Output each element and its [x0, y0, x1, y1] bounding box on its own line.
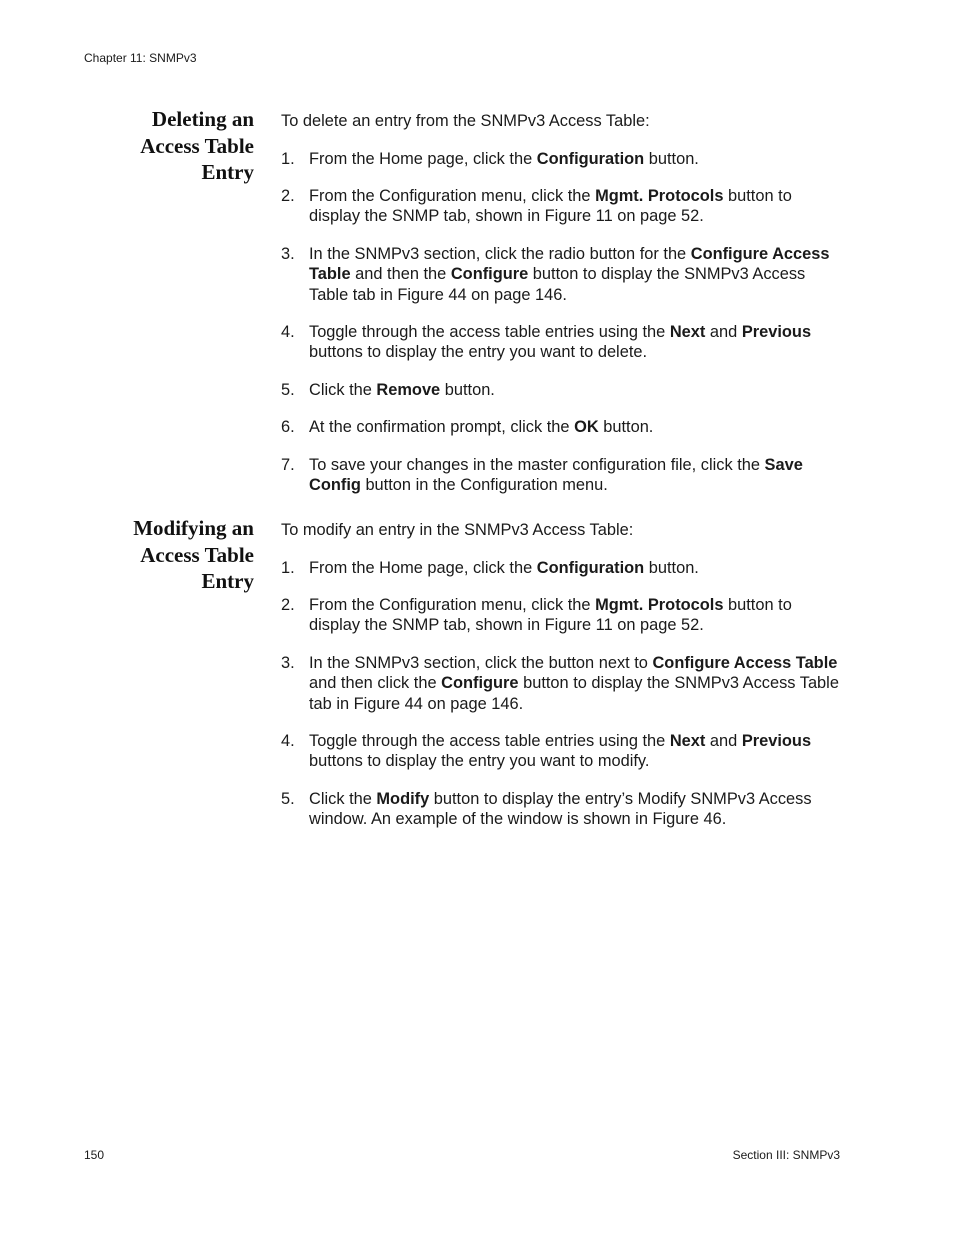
step-text: To save your changes in the master configuration file, click the [309, 455, 765, 474]
step-emphasis: Save Config [309, 455, 803, 494]
step-emphasis: Previous [741, 731, 812, 750]
step-text: and [705, 731, 742, 750]
section-content [281, 520, 841, 830]
step-list [281, 149, 841, 496]
section-heading-line: Deleting an [151, 107, 254, 131]
section-heading-line: Modifying an [133, 516, 254, 540]
section-heading-line: Access Table [140, 133, 254, 158]
step-text: and then the [350, 265, 451, 284]
step-number: 7. [281, 455, 295, 474]
page-number: 150 [84, 1148, 105, 1162]
section-intro: To delete an entry from the SNMPv3 Access Table: [281, 112, 650, 130]
step-emphasis: Previous [741, 322, 812, 341]
step-number: 5. [281, 380, 295, 399]
section-intro: To modify an entry in the SNMPv3 Access Table: [281, 521, 634, 539]
list-item [281, 653, 841, 714]
step-text: button to display the SNMPv3 Access Table tab in Figure 44 on page 146. [309, 265, 806, 304]
step-number: 4. [281, 322, 295, 341]
step-emphasis: Configure Access Table [652, 653, 838, 672]
step-text: Toggle through the access table entries using the [309, 731, 670, 750]
section-heading [84, 106, 254, 186]
step-text: button. [644, 558, 699, 577]
list-item [281, 244, 841, 305]
step-text: button to display the entry’s Modify SNMPv3 Access window. An example of the window is shown in Figure 46. [309, 789, 812, 829]
step-text: and [705, 322, 742, 341]
section-heading-line: Entry [201, 569, 254, 593]
step-text: button to display the SNMP tab, shown in Figure 11 on page 52. [309, 595, 792, 635]
section-heading-line: Entry [201, 160, 254, 184]
step-text: button. [440, 380, 495, 399]
step-text: buttons to display the entry you want to delete. [309, 343, 648, 362]
step-text: From the Configuration menu, click the [309, 186, 596, 205]
list-item [281, 595, 841, 636]
step-emphasis: OK [574, 418, 599, 437]
step-number: 1. [281, 149, 295, 168]
step-emphasis: Remove [376, 380, 441, 399]
step-emphasis: Configuration [536, 149, 645, 168]
list-item [281, 417, 841, 437]
step-text: button in the Configuration menu. [360, 475, 608, 494]
section-heading-line: Access Table [140, 542, 254, 567]
step-text: In the SNMPv3 section, click the radio button for the [309, 244, 691, 263]
step-number: 3. [281, 244, 295, 263]
step-number: 3. [281, 653, 295, 672]
step-emphasis: Next [669, 322, 706, 341]
step-number: 1. [281, 558, 295, 577]
step-emphasis: Mgmt. Protocols [595, 595, 724, 614]
step-text: button to display the SNMPv3 Access Table tab in Figure 44 on page 146. [309, 674, 839, 713]
step-text: In the SNMPv3 section, click the button next to [309, 653, 653, 672]
step-number: 5. [281, 789, 295, 808]
step-emphasis: Next [669, 731, 706, 750]
step-emphasis: Mgmt. Protocols [595, 186, 724, 205]
step-emphasis: Configuration [536, 558, 645, 577]
step-text: and then click the [309, 674, 442, 693]
step-emphasis: Configure Access Table [309, 244, 830, 284]
list-item [281, 380, 841, 400]
step-emphasis: Configure [450, 265, 529, 284]
step-text: From the Home page, click the [309, 558, 537, 577]
footer-section-label: Section III: SNMPv3 [732, 1148, 840, 1162]
list-item [281, 186, 841, 227]
step-text: From the Home page, click the [309, 149, 537, 168]
step-text: Click the [309, 380, 377, 399]
list-item [281, 149, 841, 169]
step-text: button. [644, 149, 699, 168]
list-item [281, 731, 841, 772]
step-number: 4. [281, 731, 295, 750]
running-head: Chapter 11: SNMPv3 [84, 51, 197, 65]
step-list [281, 558, 841, 830]
list-item [281, 558, 841, 578]
step-text: At the confirmation prompt, click the [309, 418, 575, 437]
step-text: button. [598, 418, 654, 437]
list-item [281, 789, 841, 830]
list-item [281, 322, 841, 363]
step-number: 2. [281, 595, 295, 614]
step-text: Toggle through the access table entries using the [309, 322, 670, 341]
section-heading [84, 515, 254, 595]
step-text: Click the [309, 789, 377, 808]
step-emphasis: Modify [376, 789, 430, 808]
step-text: buttons to display the entry you want to modify. [309, 752, 650, 771]
step-emphasis: Configure [441, 674, 519, 693]
list-item [281, 455, 841, 496]
step-number: 6. [281, 418, 295, 437]
step-text: button to display the SNMP tab, shown in Figure 11 on page 52. [309, 186, 792, 226]
section-content [281, 111, 841, 495]
step-number: 2. [281, 186, 295, 205]
step-text: From the Configuration menu, click the [309, 595, 596, 614]
